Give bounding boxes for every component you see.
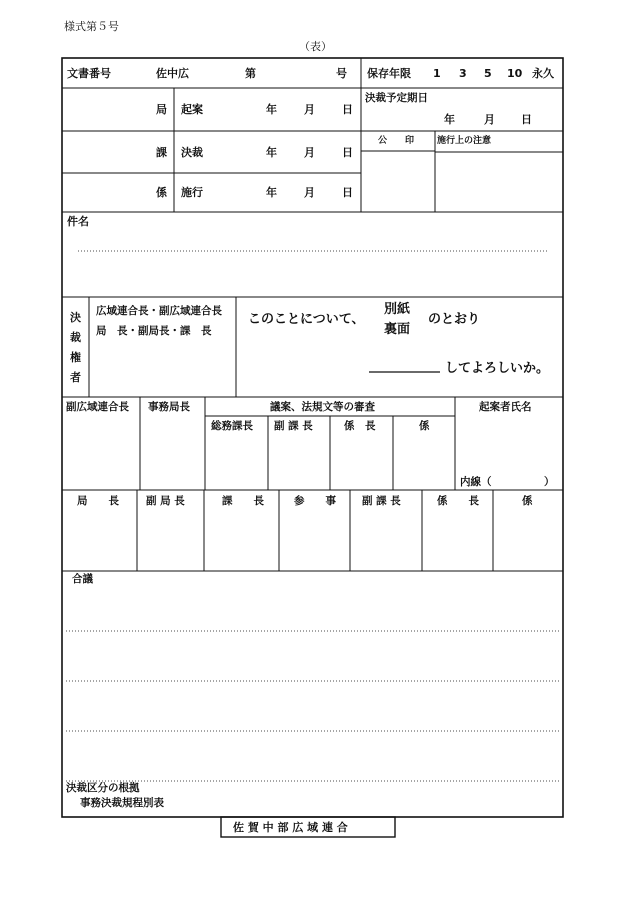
approval-text2: のとおり [428,312,481,327]
kakari-label: 係 [419,420,430,432]
shinsa-label: 議案、法規文等の審査 [270,401,375,413]
fuku-label: 副広域連合長 [66,401,129,413]
retention-option[interactable]: 3 [459,67,467,80]
shiko-note-label: 施行上の注意 [437,136,492,146]
scheduled-day: 日 [521,113,532,126]
stamp-label: 係 長 [437,495,479,507]
basis-line1: 決裁区分の根拠 [66,782,140,794]
kessai-month: 月 [304,146,315,159]
kessaiken-line1: 広域連合長・副広域連合長 [96,305,222,317]
approval-text3: してよろしいか。 [445,361,550,376]
shiko-day: 日 [342,186,353,199]
kessaiken-char: 権 [70,351,81,364]
scheduled-month: 月 [484,113,495,126]
shiko-label: 施行 [181,186,203,199]
shiko-month: 月 [304,186,315,199]
scheduled-year: 年 [444,113,455,126]
kessai-label: 決裁 [181,146,203,159]
kessaiken-char: 決 [70,311,81,324]
doc-no-dai: 第 [245,67,256,80]
stamp-label: 副 局 長 [146,495,185,507]
retention-option[interactable]: 5 [484,67,492,80]
scheduled-label: 決裁予定期日 [365,92,428,104]
kiansha-label: 起案者氏名 [479,401,532,413]
retention-option[interactable]: 1 [433,67,441,80]
jimu-label: 事務局長 [148,401,190,413]
approval-opt1: 別紙 [384,302,411,317]
kenmei-label: 件名 [67,215,89,228]
stamp-label: 局 長 [77,495,119,507]
stamp-label: 参 事 [294,495,336,507]
kian-month: 月 [304,103,315,116]
somu-label: 総務課長 [211,420,253,432]
kakari-label: 係 [156,186,167,199]
doc-no-org: 佐中広 [156,67,189,80]
kian-year: 年 [266,103,277,116]
side-label: （表） [299,40,332,53]
doc-no-go: 号 [336,67,347,80]
basis-line2: 事務決裁規程別表 [80,797,164,809]
doc-no-label: 文書番号 [67,67,111,80]
retention-option[interactable]: 10 [507,67,523,80]
kessaiken-char: 者 [70,371,81,384]
kakaricho-label: 係 長 [344,420,376,432]
stamp-label: 課 長 [222,495,264,507]
stamp-label: 副 課 長 [362,495,401,507]
kessai-year: 年 [266,146,277,159]
shiko-year: 年 [266,186,277,199]
kessai-day: 日 [342,146,353,159]
kessaiken-char: 裁 [70,331,81,344]
org-name: 佐 賀 中 部 広 域 連 合 [233,821,348,834]
retention-label: 保存年限 [367,67,411,80]
koin-label: 公 印 [378,136,415,146]
kian-label: 起案 [181,103,203,116]
approval-opt2: 裏面 [384,322,411,337]
fukucho-label: 副 課 長 [274,420,313,432]
kessaiken-line2: 局 長・副局長・課 長 [96,325,212,337]
kian-day: 日 [342,103,353,116]
naisen-label: 内線（ ） [460,476,555,488]
ka-label: 課 [156,146,167,159]
kyoku-label: 局 [156,103,167,116]
approval-text1: このことについて、 [248,312,365,327]
form-number: 様式第５号 [64,20,119,33]
aigi-label: 合議 [72,573,93,585]
stamp-label: 係 [522,495,533,507]
retention-option[interactable]: 永久 [532,67,554,80]
